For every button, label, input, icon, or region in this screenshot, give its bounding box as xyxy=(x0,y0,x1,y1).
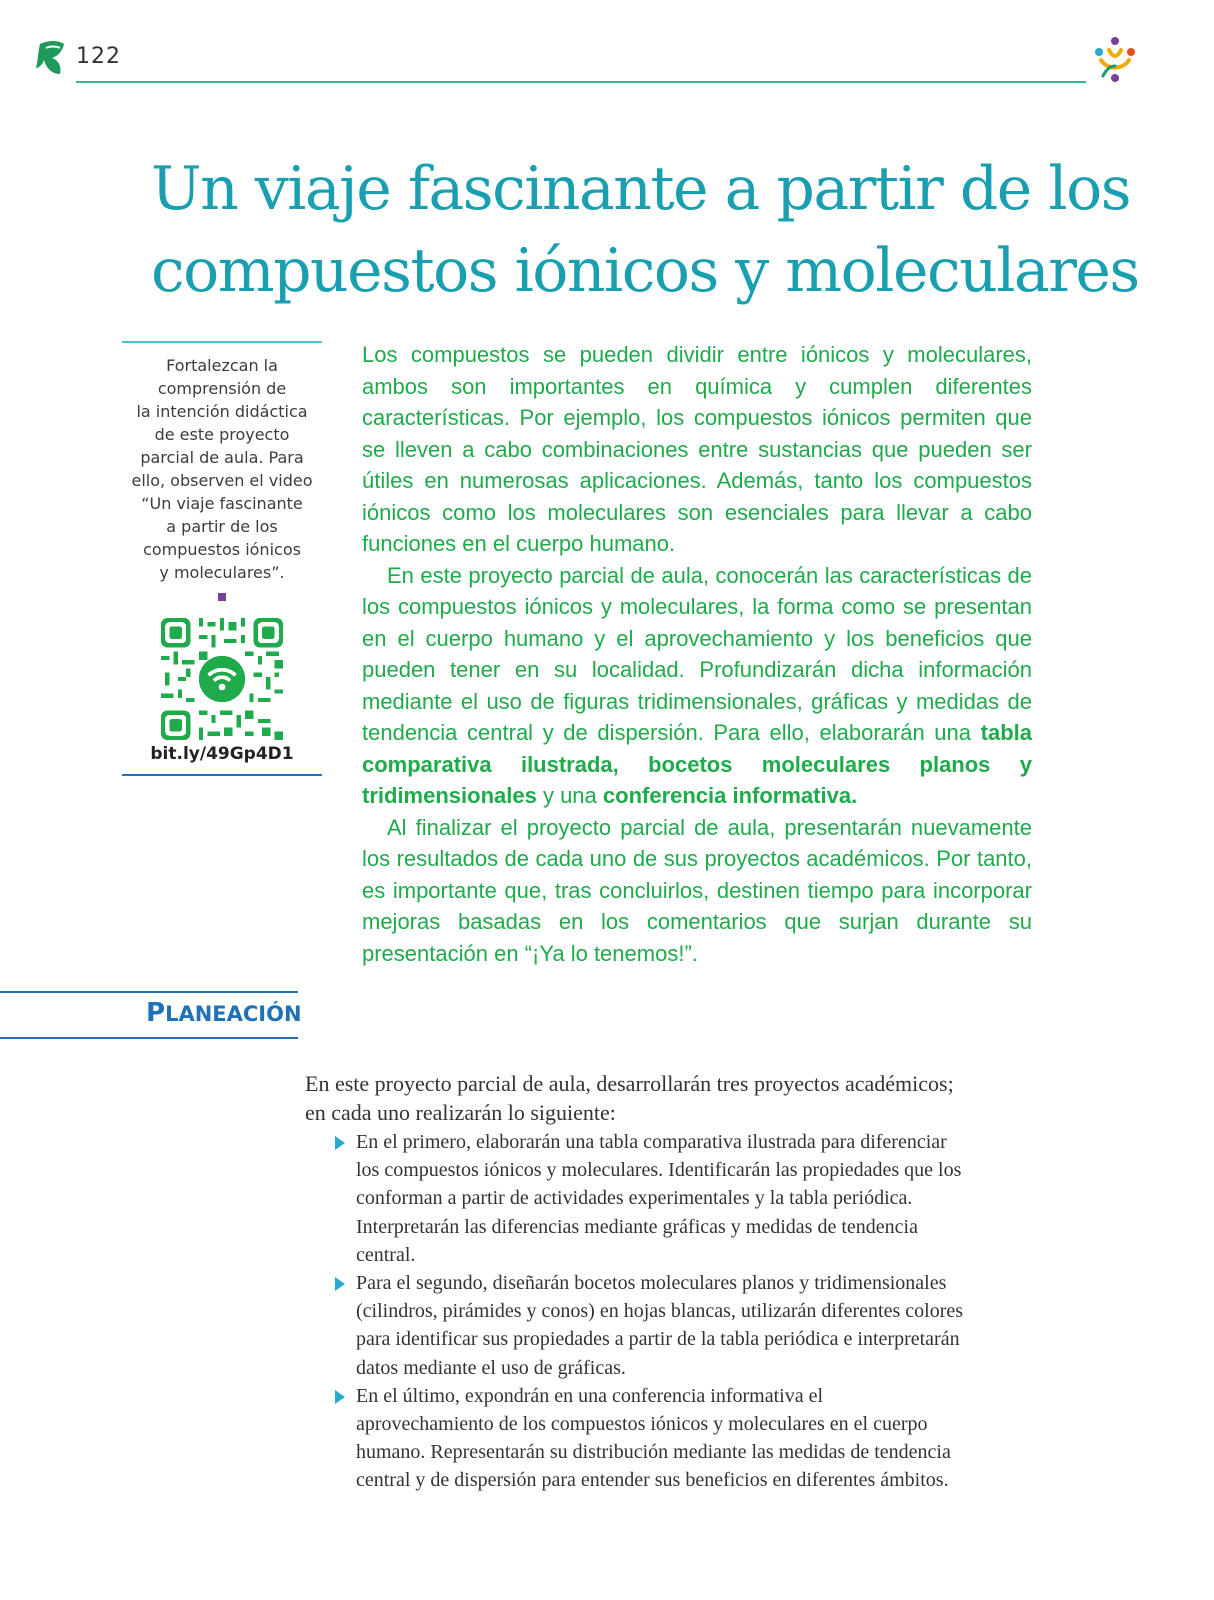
list-item xyxy=(305,1128,965,1269)
intro-p2-connector: y una xyxy=(536,783,603,808)
intro-paragraph-2 xyxy=(362,560,1032,812)
list-item-text: Para el segundo, diseñarán bocetos moleculares planos y tridimensionales (cilindros, pirámides y conos) en hojas blancas, utilizarán diferentes colores para identificar sus propiedades a partir de la tabla periódica e interpretarán datos mediante el uso de gráficas. xyxy=(356,1272,964,1379)
list-item xyxy=(305,1382,965,1495)
title-line-2: compuestos iónicos y moleculares xyxy=(151,236,1139,306)
triangle-bullet-icon xyxy=(335,1277,345,1291)
title-line-1: Un viaje fascinante a partir de los xyxy=(151,154,1130,224)
header-rule xyxy=(76,81,1086,83)
section-heading-rest: LANEACIÓN xyxy=(165,1002,302,1026)
sidebar-top-rule xyxy=(122,341,322,343)
purple-square-marker xyxy=(218,593,226,601)
list-item-text: En el último, expondrán en una conferencia informativa el aprovechamiento de los compuestos iónicos y moleculares en el cuerpo humano. Representarán su distribución mediante las medidas de tendencia central y de dispersión para entender sus beneficios en diferentes ámbitos. xyxy=(356,1384,951,1492)
planning-list xyxy=(305,1128,965,1495)
planning-lead: En este proyecto parcial de aula, desarrollarán tres proyectos académicos; en cada uno realizarán lo siguiente: xyxy=(305,1071,954,1125)
section-heading-initial: P xyxy=(146,998,166,1028)
page-title xyxy=(151,148,1139,312)
note-line: comprensión de xyxy=(157,379,287,398)
page-number: 122 xyxy=(76,44,121,69)
intro-p2-text: En este proyecto parcial de aula, conocerán las características de los compuestos iónicos y moleculares, la forma como se presentan en el cuerpo humano y el aprovechamiento y los beneficios que pueden tener en su localidad. Profundizarán dicha información mediante el uso de figuras tridimensionales, gráficas y medidas de tendencia central y de dispersión. Para ello, elaborarán una xyxy=(362,562,1032,745)
qr-short-link[interactable]: bit.ly/49Gp4D1 xyxy=(150,744,294,764)
leaf-logo-icon xyxy=(34,38,68,76)
section-rule-bottom xyxy=(0,1037,298,1039)
note-line: Fortalezcan la xyxy=(166,356,278,375)
sidebar-note xyxy=(122,341,322,776)
note-line: de este proyecto xyxy=(154,425,290,444)
note-line: la intención didáctica xyxy=(136,402,308,421)
qr-code-icon[interactable] xyxy=(161,618,283,740)
list-item-text: En el primero, elaborarán una tabla comparativa ilustrada para diferenciar los compuestos iónicos y moleculares. Identificarán las propiedades que los conforman a partir de actividades experimentales y la tabla periódica. Interpretarán las diferencias mediante gráficas y medidas de tendencia central. xyxy=(356,1131,962,1266)
section-heading-planeacion xyxy=(146,998,302,1028)
intro-text xyxy=(362,339,1032,969)
intro-paragraph-1: Los compuestos se pueden dividir entre iónicos y moleculares, ambos son importantes en química y cumplen diferentes características. Por ejemplo, los compuestos iónicos permiten que se lleven a cabo combinaciones entre sustancias que pueden ser útiles en numerosas aplicaciones. Además, tanto los compuestos iónicos como los moleculares son esenciales para llevar a cabo funciones en el cuerpo humano. xyxy=(362,342,1032,556)
intro-paragraph-3: Al finalizar el proyecto parcial de aula, presentarán nuevamente los resultados de cada uno de sus proyectos académicos. Por tanto, es importante que, tras concluirlos, destinen tiempo para incorporar mejoras basadas en los comentarios que surjan durante su presentación en “¡Ya lo tenemos!”. xyxy=(362,814,1032,966)
note-line: y moleculares”. xyxy=(159,563,285,582)
intro-p2-bold-products: tabla comparativa ilustrada, bocetos moleculares planos y tridimensionales xyxy=(362,720,1032,808)
planning-body xyxy=(305,1070,965,1495)
note-line: ello, observen el video xyxy=(131,471,313,490)
sidebar-bottom-rule xyxy=(122,774,322,776)
community-logo-icon xyxy=(1087,32,1143,88)
triangle-bullet-icon xyxy=(335,1390,345,1404)
section-rule-top xyxy=(0,991,298,993)
intro-p2-bold-conference: conferencia informativa. xyxy=(602,783,858,808)
triangle-bullet-icon xyxy=(335,1136,345,1150)
sidebar-note-text xyxy=(122,354,322,584)
note-line: compuestos iónicos xyxy=(143,540,301,559)
note-line: parcial de aula. Para xyxy=(140,448,304,467)
note-line: a partir de los xyxy=(166,517,278,536)
note-line: “Un viaje fascinante xyxy=(141,494,303,513)
list-item xyxy=(305,1269,965,1382)
